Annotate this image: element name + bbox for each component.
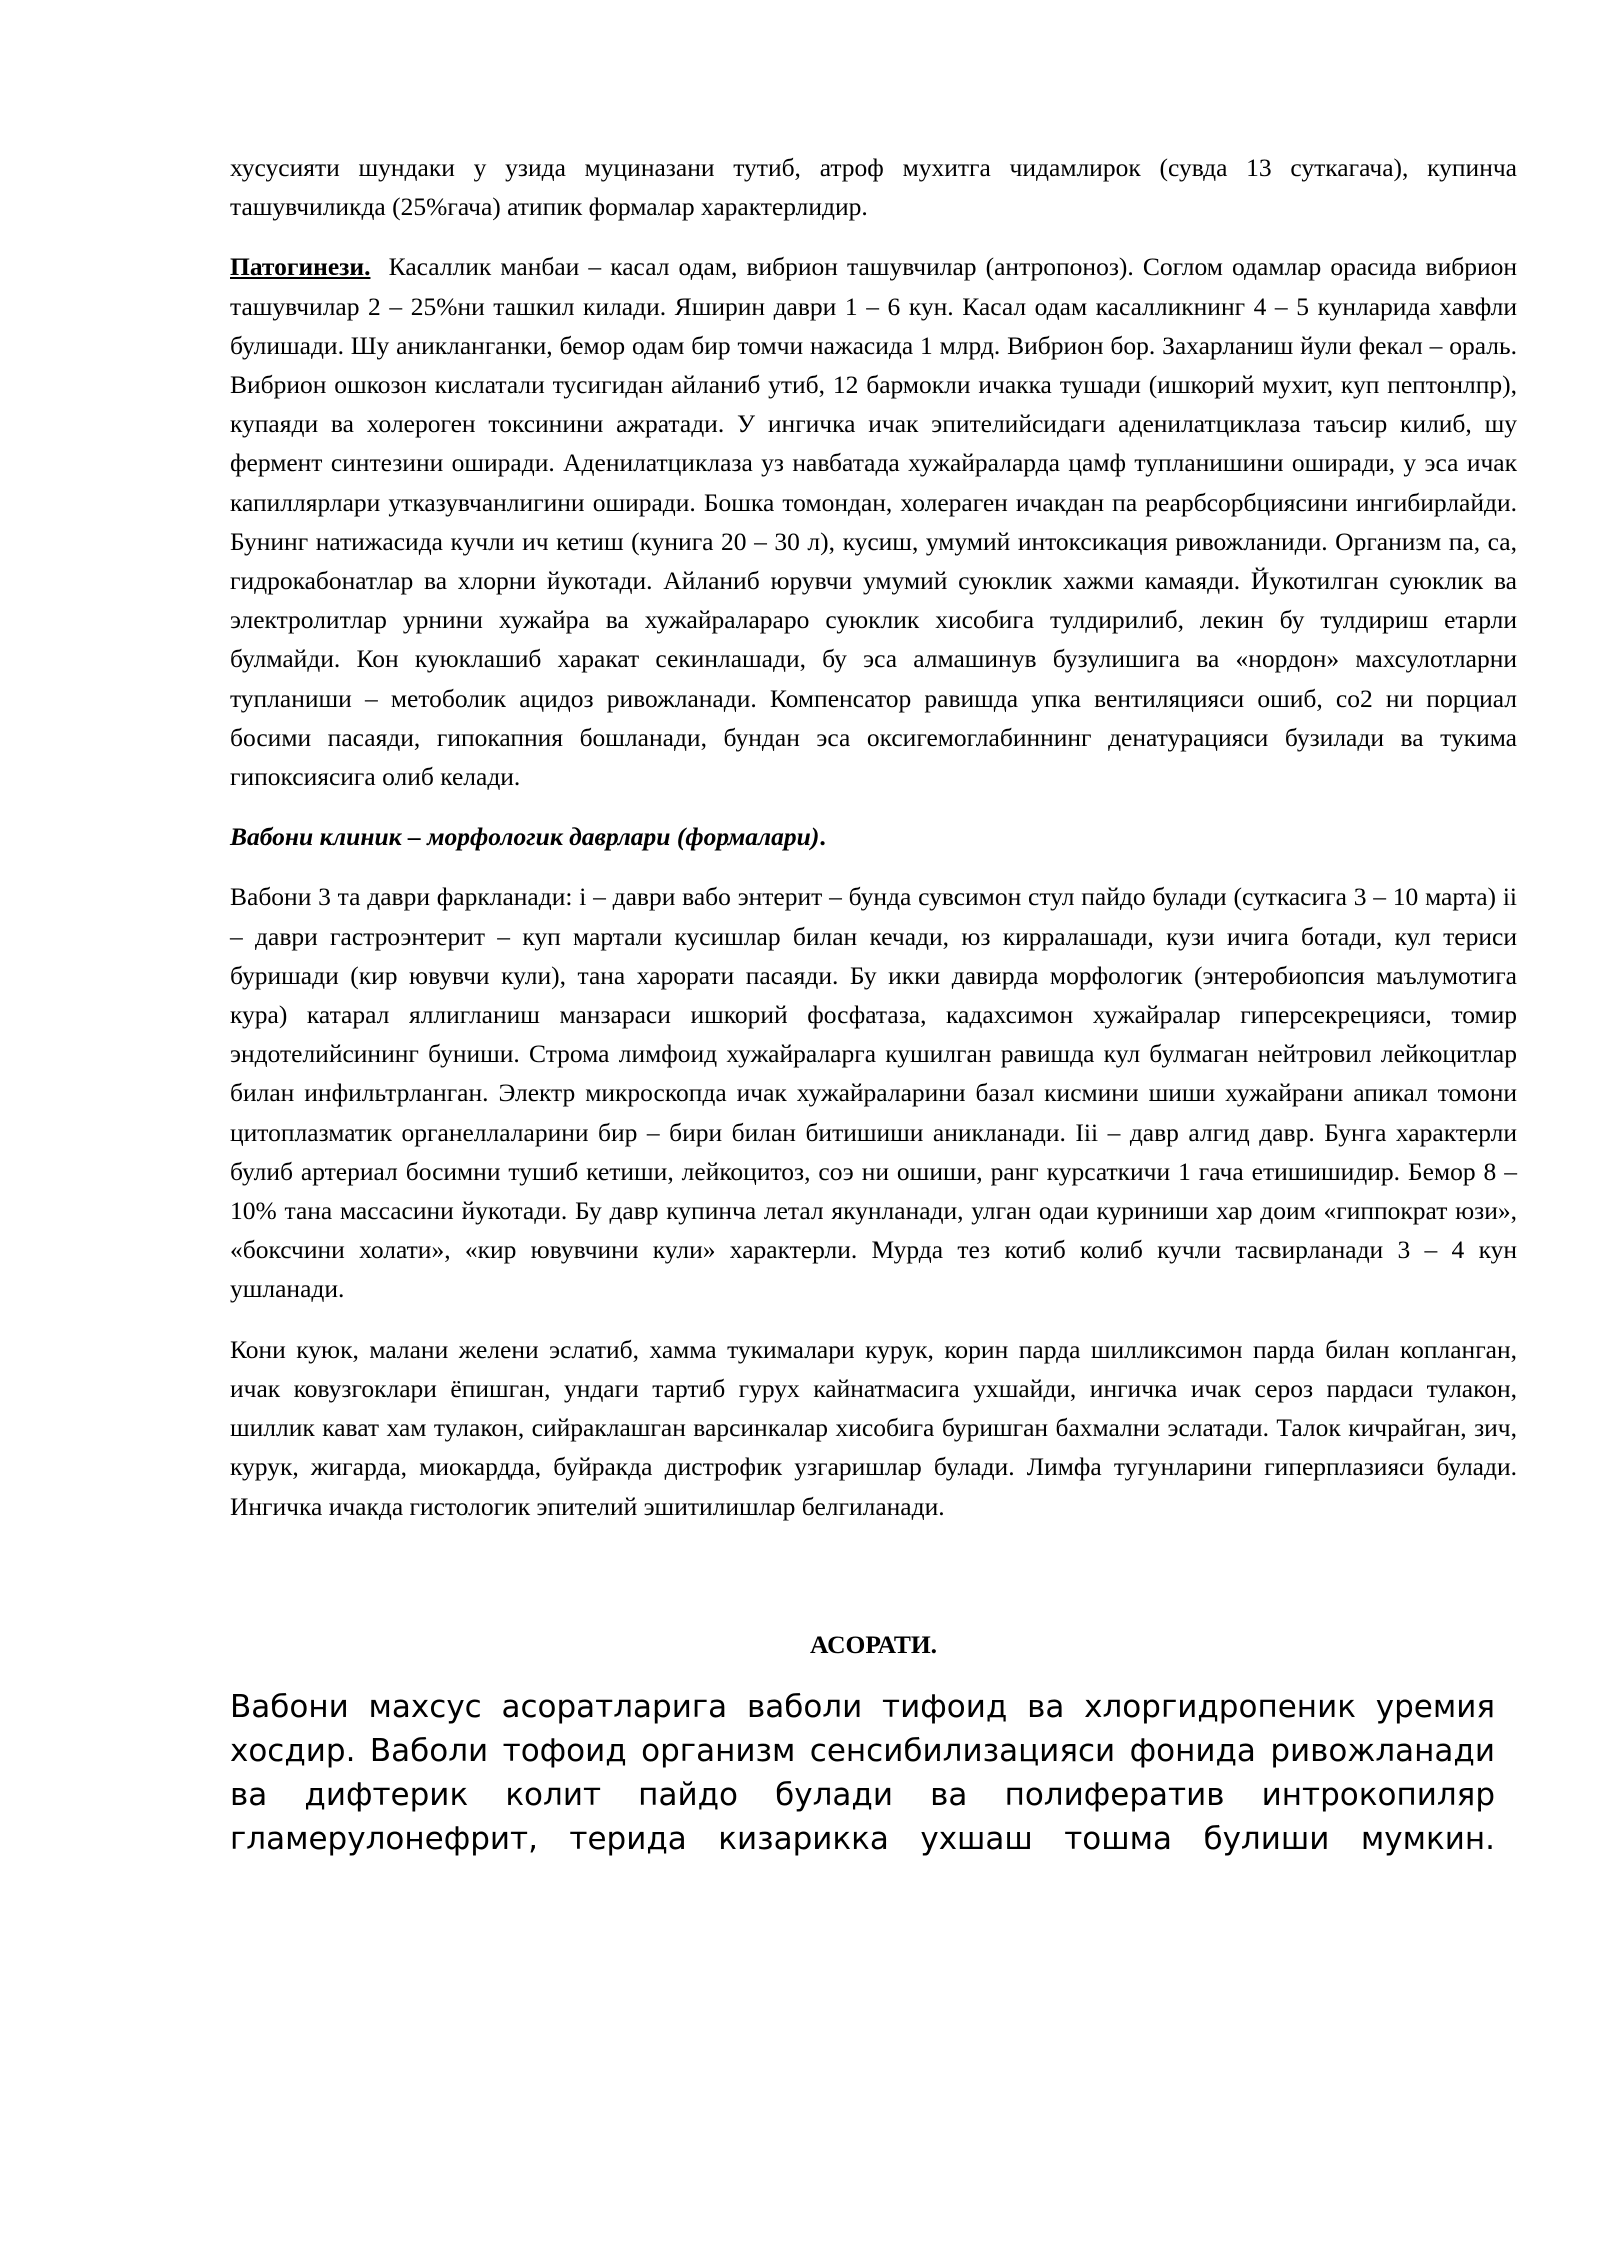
pathogenesis-text: Касаллик манбаи – касал одам, вибрион ташувчилар (антропоноз). Соглом одамлар орасида вибрион ташувчилар 2 – 25%ни ташкил килади. Яширин даври 1 – 6 кун. Касал одам касалликнинг 4 – 5 кунларида хавфли булишади. Шу аникланганки, бемор одам бир томчи нажасида 1 млрд. Вибрион бор. Захарланиш йули фекал – ораль. Вибрион ошкозон кислатали тусигидан айланиб утиб, 12 бармокли ичакка тушади (ишкорий мухит, куп пептонлпр), купаяди ва холероген токсинини ажратади. У ингичка ичак эпителийсидаги аденилатциклаза таъсир килиб, шу фермент синтезини оширади. Аденилатциклаза уз навбатада хужайраларда цамф тупланишини оширади, у эса ичак капиллярлари утказувчанлигини оширади. Бошка томондан, холераген ичакдан па реарбсорбциясини ингибирлайди. Бунинг натижасида кучли ич кетиш (кунига 20 – 30 л), кусиш, умумий интоксикация ривожланиди. Организм па, са, гидрокабонатлар ва хлорни йукотади. Айланиб юрувчи умумий суюклик хажми камаяди. Йукотилган суюклик ва электролитлар урнини хужайра ва хужайралараро суюклик хисобига тулдирилиб, лекин бу тулдириш етарли булмайди. Кон куюклашиб харакат секинлашади, бу эса алмашинув бузулишига ва «нордон» махсулотларни тупланиши – метоболик ацидоз ривожланади. Компенсатор равишда упка вентиляцияси ошиб, со2 ни порциал босими пасаяди, гипокапния бошланади, бундан эса оксигемоглабиннинг денатурацияси бузилади ва тукима гипоксиясига олиб келади. bbox=[230, 252, 1517, 792]
stages-paragraph: Вабони 3 та даври фаркланади: і – даври вабо энтерит – бунда сувсимон стул пайдо булади (суткасига 3 – 10 марта) іі – даври гастроэнтерит – куп мартали кусишлар билан кечади, юз кирралашади, кузи ичига ботади, кул териси буришади (кир ювувчи кули), тана харорати пасаяди. Бу икки давирда морфологик (энтеробиопсия маълумотига кура) катарал яллигланиш манзараси ишкорий фосфатаза, кадахсимон хужайралар гиперсекрецияси, томир эндотелийсининг буниши. Строма лимфоид хужайраларга кушилган равишда кул булмаган нейтровил лейкоцитлар билан инфильтрланган. Электр микроскопда ичак хужайраларини базал кисмини шиши хужайрани апикал томони цитоплазматик органеллаларини бир – бири билан битишиши аникланади. Ііі – давр алгид давр. Бунга характерли булиб артериал босимни тушиб кетиши, лейкоцитоз, соэ ни ошиши, ранг курсаткичи 1 гача етишишидир. Бемор 8 – 10% тана массасини йукотади. Бу давр купинча летал якунланади, улган одаи куриниши хар доим «гиппократ юзи», «боксчини холати», «кир ювувчини кули» характерли. Мурда тез котиб колиб кучли тасвирланади 3 – 4 кун ушланади. bbox=[230, 882, 1517, 1304]
document-page bbox=[230, 148, 1517, 1882]
clinical-forms-heading bbox=[230, 817, 1517, 856]
pathogenesis-paragraph bbox=[230, 247, 1517, 796]
spacer bbox=[230, 1547, 1517, 1625]
clinical-forms-heading-text: Вабони клиник – морфологик даврлари (формалари) bbox=[230, 822, 820, 852]
complications-paragraph: Вабони махсус асоратларига ваболи тифоид ва хлоргидропеник уремия хосдир. Ваболи тофоид организм сенсибилизацияси фонида ривожланади ва дифтерик колит пайдо булади ва полиферaтив интрокопиляр гламерулонефрит, терида кизарикка ухшаш тошма булиши мумкин. bbox=[230, 1688, 1495, 1857]
pathogenesis-label: Патогинези. bbox=[230, 252, 371, 282]
clinical-forms-heading-dot: . bbox=[819, 822, 826, 852]
autopsy-paragraph: Кони куюк, малани желени эслатиб, хамма тукималари курук, корин парда шилликсимон парда билан копланган, ичак ковузгоклари ёпишган, ундаги тартиб гурух кайнатмасига ухшайди, ингичка ичак сероз пардаси тулакон, шиллик кават хам тулакон, сийраклашган варсинкалар хисобига буришган бахмални эслатади. Талок кичрайган, зич, курук, жигарда, миокардда, буйракда дистрофик узгаришлар булади. Лимфа тугунларини гиперплазияси булади. Ингичка ичакда гистологик эпителий эшитилишлар белгиланади. bbox=[230, 1334, 1517, 1521]
complications-heading: АСОРАТИ. bbox=[809, 1629, 938, 1659]
intro-paragraph: хусусияти шундаки у узида муциназани тутиб, атроф мухитга чидамлирок (сувда 13 суткагача), купинча ташувчиликда (25%гача) атипик формалар характерлидир. bbox=[230, 153, 1517, 222]
